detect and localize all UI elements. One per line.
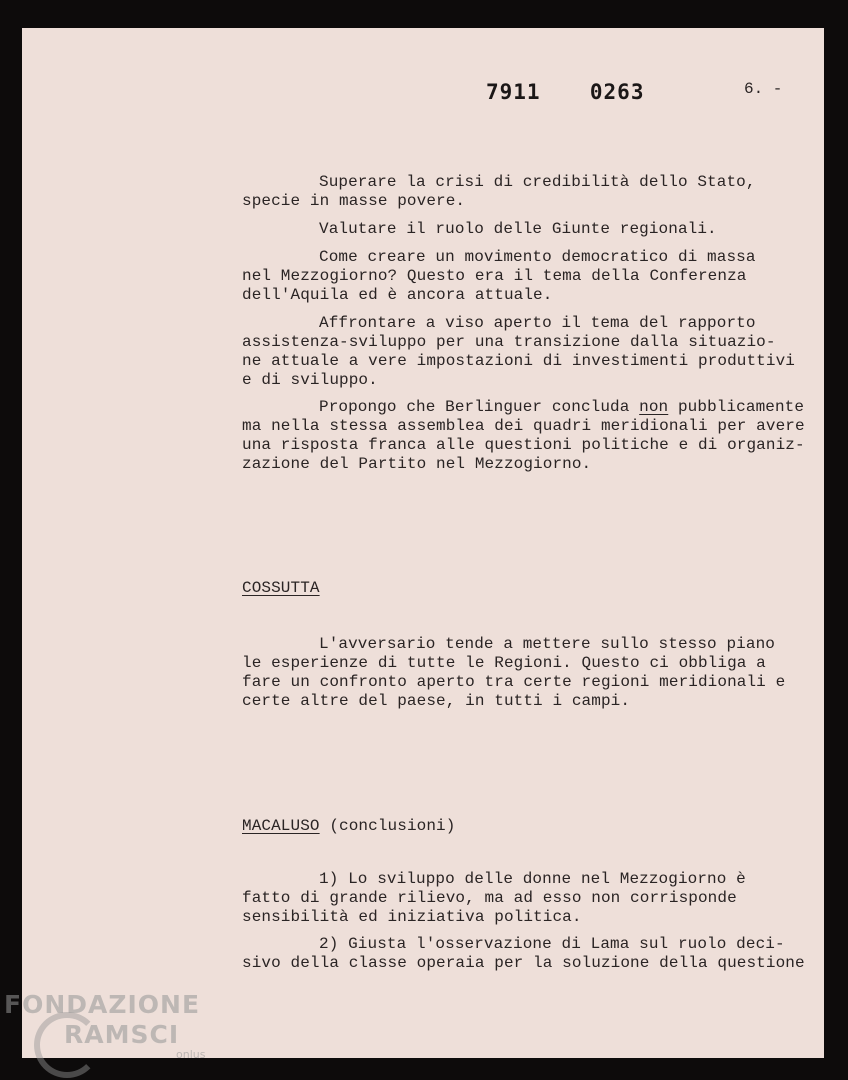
text-line: 1) Lo sviluppo delle donne nel Mezzogiorno è — [319, 870, 746, 888]
speaker-heading — [242, 816, 455, 836]
watermark-line3: onlus — [176, 1048, 206, 1061]
text-line: assistenza-sviluppo per una transizione dalla situazio- — [242, 333, 776, 351]
page-number: 6. - — [744, 80, 783, 98]
watermark-line2: RAMSCI — [64, 1020, 180, 1049]
text-line: L'avversario tende a mettere sullo stesso piano — [319, 635, 775, 653]
text-line: 2) Giusta l'osservazione di Lama sul ruolo deci- — [319, 935, 785, 953]
text-line: e di sviluppo. — [242, 371, 378, 389]
underlined-word: non — [639, 398, 669, 416]
text-line: Valutare il ruolo delle Giunte regionali. — [319, 220, 717, 238]
text-segment: pubblicamente — [668, 398, 805, 416]
text-line: ne attuale a vere impostazioni di investimenti produttivi — [242, 352, 795, 370]
text-line: Superare la crisi di credibilità dello Stato, — [319, 173, 756, 191]
text-line: specie in masse povere. — [242, 192, 466, 210]
speaker-heading: COSSUTTA — [242, 579, 320, 597]
text-line: fare un confronto aperto tra certe regioni meridionali e — [242, 673, 786, 691]
text-segment: Propongo che Berlinguer concluda — [319, 398, 640, 416]
speaker-note: (conclusioni) — [319, 817, 456, 835]
text-line: zazione del Partito nel Mezzogiorno. — [242, 455, 592, 473]
text-line: una risposta franca alle questioni politiche e di organiz- — [242, 436, 805, 454]
text-line: dell'Aquila ed è ancora attuale. — [242, 286, 553, 304]
text-line: le esperienze di tutte le Regioni. Questo ci obbliga a — [242, 654, 766, 672]
document-number-sheet: 0263 — [589, 80, 645, 104]
text-line: nel Mezzogiorno? Questo era il tema della Conferenza — [242, 267, 747, 285]
text-line: certe altre del paese, in tutti i campi. — [242, 692, 631, 710]
document-number-series: 7911 — [486, 80, 541, 104]
text-line: Affrontare a viso aperto il tema del rapporto — [319, 314, 756, 332]
watermark-line1: FONDAZIONE — [4, 990, 201, 1019]
text-line: ma nella stessa assemblea dei quadri meridionali per avere — [242, 417, 805, 435]
text-line: fatto di grande rilievo, ma ad esso non corrisponde — [242, 889, 737, 907]
text-line — [319, 397, 804, 417]
fondazione-gramsci-watermark — [4, 990, 224, 1070]
document-number — [486, 80, 644, 104]
text-line: Come creare un movimento democratico di massa — [319, 248, 756, 266]
text-line: sivo della classe operaia per la soluzione della questione — [242, 954, 805, 972]
text-line: sensibilità ed iniziativa politica. — [242, 908, 582, 926]
speaker-name: MACALUSO — [242, 817, 320, 835]
